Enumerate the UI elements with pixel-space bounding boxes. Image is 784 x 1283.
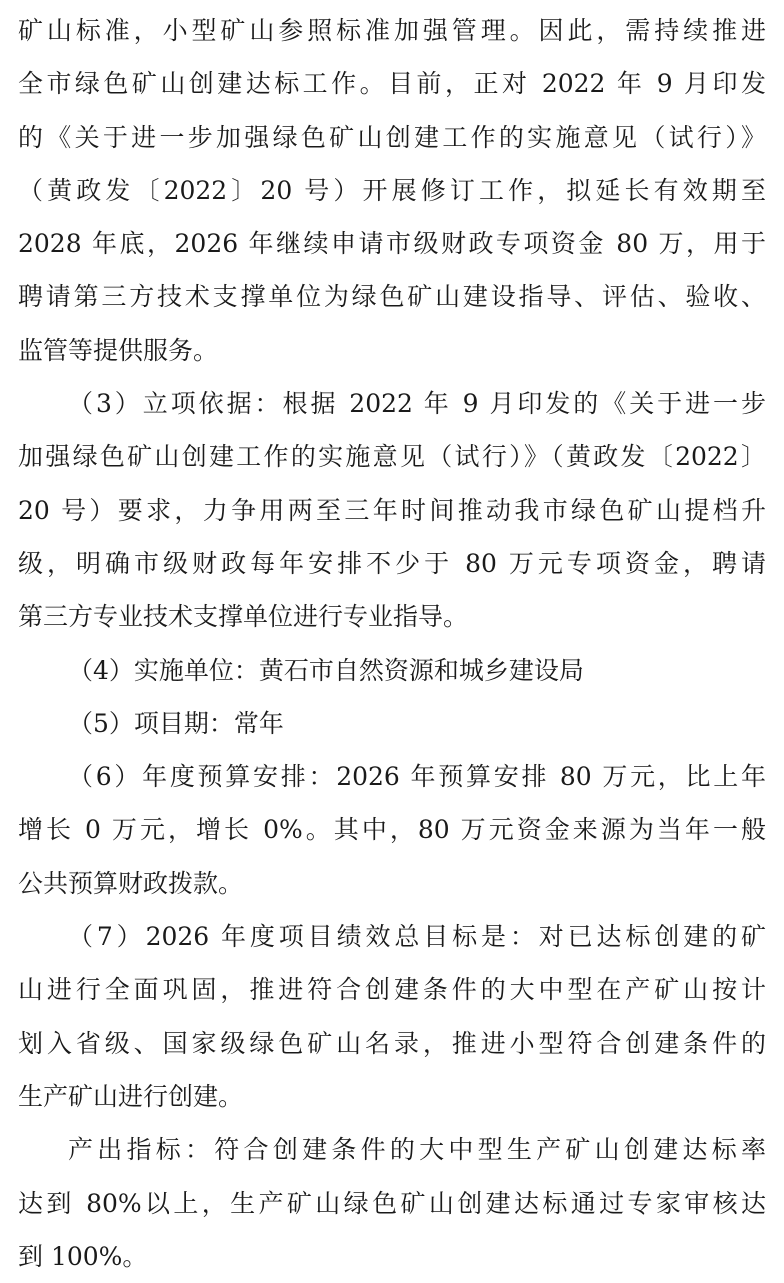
paragraph-first-line: （4）实施单位：黄石市自然资源和城乡建设局 bbox=[68, 655, 584, 685]
document-page bbox=[18, 4, 766, 1283]
text-line: 20 号）要求，力争用两至三年时间推动我市绿色矿山提档升 bbox=[18, 495, 766, 525]
text-line: 矿山标准，小型矿山参照标准加强管理。因此，需持续推进 bbox=[18, 16, 766, 45]
text-line: 级，明确市级财政每年安排不少于 80 万元专项资金，聘请 bbox=[18, 548, 766, 578]
text-line: 生产矿山进行创建。 bbox=[18, 1081, 244, 1111]
text-line: 到 100%。 bbox=[18, 1241, 148, 1271]
paragraph-first-line: （3）立项依据：根据 2022 年 9 月印发的《关于进一步 bbox=[68, 389, 766, 419]
paragraph-first-line: （7）2026 年度项目绩效总目标是：对已达标创建的矿 bbox=[68, 922, 766, 952]
paragraph-first-line: 产出指标：符合创建条件的大中型生产矿山创建达标率 bbox=[68, 1135, 766, 1165]
paragraph-first-line: （5）项目期：常年 bbox=[68, 708, 284, 738]
text-line: 划入省级、国家级绿色矿山名录，推进小型符合创建条件的 bbox=[18, 1028, 766, 1058]
paragraph-first-line: （6）年度预算安排：2026 年预算安排 80 万元，比上年 bbox=[68, 762, 766, 792]
document-body bbox=[18, 4, 766, 1283]
text-line: 加强绿色矿山创建工作的实施意见（试行）》（黄政发〔2022〕 bbox=[18, 442, 766, 472]
text-line: 公共预算财政拨款。 bbox=[18, 868, 244, 898]
text-line: 的《关于进一步加强绿色矿山创建工作的实施意见（试行）》 bbox=[18, 122, 766, 152]
text-line: 达到 80%以上，生产矿山绿色矿山创建达标通过专家审核达 bbox=[18, 1188, 766, 1218]
text-line: 全市绿色矿山创建达标工作。目前，正对 2022 年 9 月印发 bbox=[18, 69, 766, 99]
text-line: 2028 年底，2026 年继续申请市级财政专项资金 80 万，用于 bbox=[18, 229, 766, 259]
text-line: 山进行全面巩固，推进符合创建条件的大中型在产矿山按计 bbox=[18, 975, 766, 1005]
text-line: （黄政发〔2022〕20 号）开展修订工作，拟延长有效期至 bbox=[18, 175, 766, 205]
text-line: 增长 0 万元，增长 0%。其中，80 万元资金来源为当年一般 bbox=[18, 815, 766, 845]
text-line: 监管等提供服务。 bbox=[18, 335, 219, 365]
text-line: 聘请第三方技术支撑单位为绿色矿山建设指导、评估、验收、 bbox=[18, 282, 766, 312]
text-line: 第三方专业技术支撑单位进行专业指导。 bbox=[18, 602, 469, 632]
